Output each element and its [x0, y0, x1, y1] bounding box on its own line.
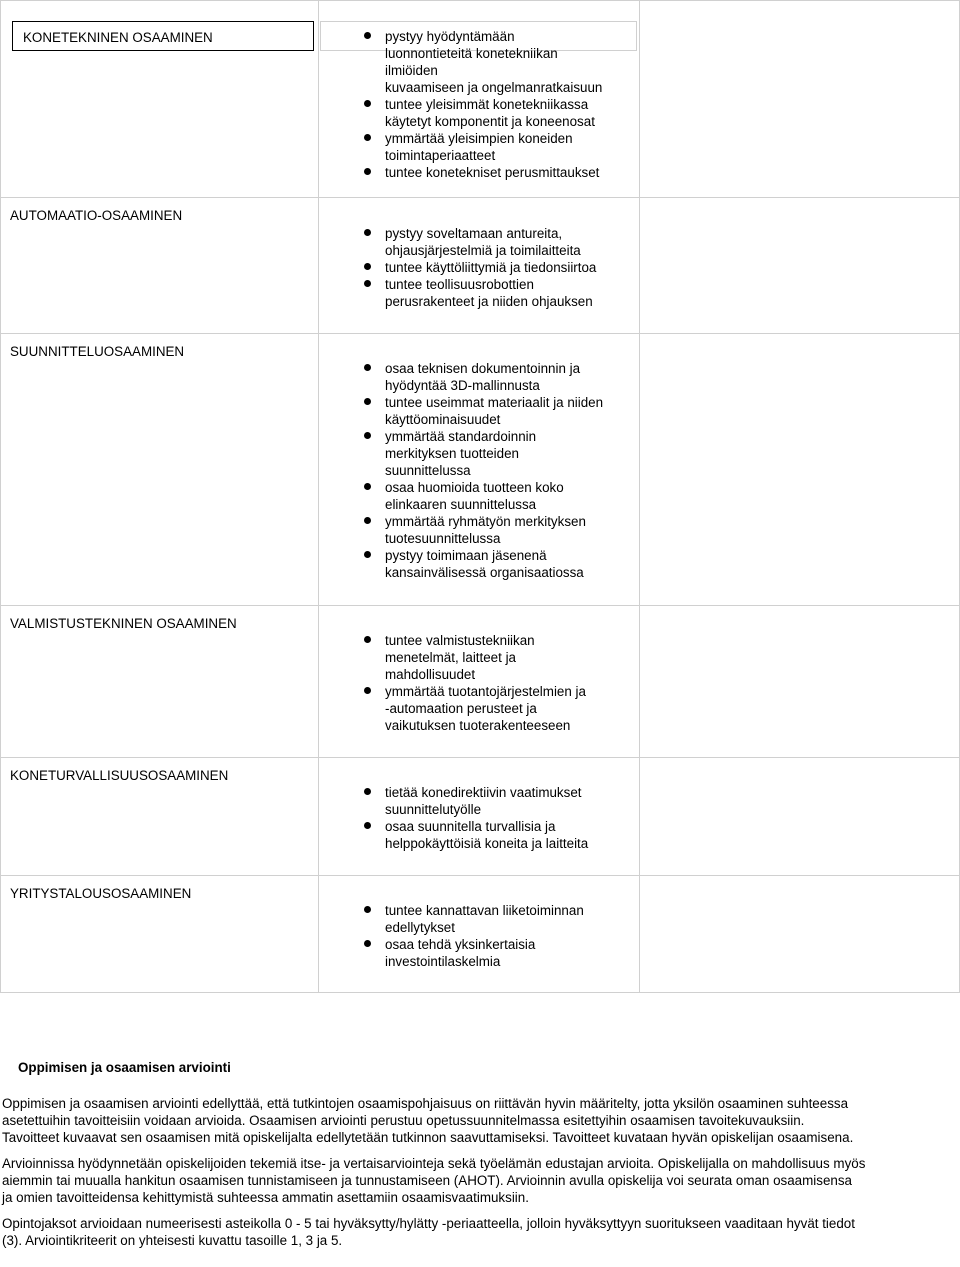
bullet-icon	[364, 168, 371, 175]
bullet-list	[319, 28, 639, 181]
description-cell	[318, 197, 639, 333]
bullet-icon	[364, 432, 371, 439]
bullet-icon	[364, 788, 371, 795]
list-item: tuntee käyttöliittymiä ja tiedonsiirtoa	[319, 259, 639, 276]
bullet-icon	[364, 687, 371, 694]
list-item: tuntee kannattavan liiketoiminnan edellytykset	[319, 902, 639, 936]
section-heading: Oppimisen ja osaamisen arviointi	[18, 1060, 231, 1075]
empty-cell	[639, 0, 960, 197]
list-item: osaa tehdä yksinkertaisia investointilaskelmia	[319, 936, 639, 970]
list-item: ymmärtää tuotantojärjestelmien ja -automaation perusteet ja vaikutuksen tuoterakenteeseen	[319, 683, 639, 734]
list-item: tuntee useimmat materiaalit ja niiden käyttöominaisuudet	[319, 394, 639, 428]
competence-row	[0, 333, 960, 605]
description-cell	[318, 0, 639, 197]
empty-cell	[639, 197, 960, 333]
bullet-icon	[364, 483, 371, 490]
competence-row	[0, 875, 960, 993]
category-label: VALMISTUSTEKNINEN OSAAMINEN	[10, 616, 237, 631]
category-label: KONETURVALLISUUSOSAAMINEN	[10, 768, 229, 783]
list-item: tuntee teollisuusrobottien perusrakenteet ja niiden ohjauksen	[319, 276, 639, 310]
list-item: pystyy toimimaan jäsenenä kansainvälisessä organisaatiossa	[319, 547, 639, 581]
competence-row	[0, 197, 960, 333]
empty-cell	[639, 605, 960, 757]
bullet-icon	[364, 364, 371, 371]
bullet-icon	[364, 551, 371, 558]
category-label: YRITYSTALOUSOSAAMINEN	[10, 886, 192, 901]
empty-cell	[639, 333, 960, 605]
category-label: KONETEKNINEN OSAAMINEN	[12, 21, 314, 51]
list-item: tuntee valmistustekniikan menetelmät, laitteet ja mahdollisuudet	[319, 632, 639, 683]
bullet-icon	[364, 263, 371, 270]
assessment-section	[2, 1059, 956, 1249]
competence-row	[0, 605, 960, 757]
list-item: tuntee konetekniset perusmittaukset	[319, 164, 639, 181]
paragraph: Opintojaksot arvioidaan numeerisesti asteikolla 0 - 5 tai hyväksytty/hylätty -periaatteella, jolloin hyväksyttyyn suoritukseen vaaditaan hyvät tiedot (3). Arviointikriteerit on yhteisesti kuvattu tasoille 1, 3 ja 5.	[2, 1216, 855, 1248]
list-item: ymmärtää yleisimpien koneiden toimintaperiaatteet	[319, 130, 639, 164]
empty-cell	[639, 875, 960, 993]
bullet-icon	[364, 100, 371, 107]
category-cell	[0, 757, 318, 875]
bullet-icon	[364, 280, 371, 287]
description-cell	[318, 757, 639, 875]
list-item: osaa huomioida tuotteen koko elinkaaren suunnittelussa	[319, 479, 639, 513]
empty-cell	[639, 757, 960, 875]
bullet-icon	[364, 822, 371, 829]
description-cell	[318, 333, 639, 605]
bullet-icon	[364, 940, 371, 947]
category-label: SUUNNITTELUOSAAMINEN	[10, 344, 185, 359]
bullet-icon	[364, 398, 371, 405]
list-item: osaa teknisen dokumentoinnin ja hyödyntää 3D-mallinnusta	[319, 360, 639, 394]
bullet-icon	[364, 229, 371, 236]
bullet-list	[319, 225, 639, 310]
bullet-list	[319, 902, 639, 970]
list-item: tietää konedirektiivin vaatimukset suunnittelutyölle	[319, 784, 639, 818]
bullet-icon	[364, 636, 371, 643]
list-item: pystyy hyödyntämään luonnontieteitä konetekniikan ilmiöiden kuvaamiseen ja ongelmanratkaisuun	[319, 28, 639, 96]
category-label: AUTOMAATIO-OSAAMINEN	[10, 208, 183, 223]
list-item: pystyy soveltamaan antureita, ohjausjärjestelmiä ja toimilaitteita	[319, 225, 639, 259]
list-item: osaa suunnitella turvallisia ja helppokäyttöisiä koneita ja laitteita	[319, 818, 639, 852]
list-item: ymmärtää standardoinnin merkityksen tuotteiden suunnittelussa	[319, 428, 639, 479]
category-cell	[0, 875, 318, 993]
bullet-icon	[364, 517, 371, 524]
bullet-list	[319, 360, 639, 581]
category-cell	[0, 605, 318, 757]
bullet-icon	[364, 134, 371, 141]
category-cell	[0, 197, 318, 333]
competence-row	[0, 0, 960, 197]
list-item: ymmärtää ryhmätyön merkityksen tuotesuunnittelussa	[319, 513, 639, 547]
paragraph: Arvioinnissa hyödynnetään opiskelijoiden tekemiä itse- ja vertaisarviointeja sekä työelämän edustajan arvioita. Opiskelijalla on mahdollisuus myös aiemmin tai muualla hankitun osaamisen tunnistamiseen ja tunnustamiseen (AHOT). Arvioinnin avulla opiskelija voi seurata oman osaamisensa ja omien tavoitteidensa kehittymistä suhteessa ammatin asettamiin osaamisvaatimuksiin.	[2, 1156, 866, 1205]
competence-row	[0, 757, 960, 875]
category-cell	[0, 333, 318, 605]
bullet-list	[319, 784, 639, 852]
category-cell	[0, 0, 318, 197]
description-cell	[318, 605, 639, 757]
bullet-icon	[364, 32, 371, 39]
list-item: tuntee yleisimmät konetekniikassa käytetyt komponentit ja koneenosat	[319, 96, 639, 130]
description-cell	[318, 875, 639, 993]
paragraph: Oppimisen ja osaamisen arviointi edellyttää, että tutkintojen osaamispohjaisuus on riittävän hyvin määritelty, jotta yksilön osaaminen suhteessa asetettuihin tavoitteisiin voidaan arvioida. Osaamisen arviointi perustuu opetussuunnitelmassa esitettyihin osaamisen tavoitekuvauksiin. Tavoitteet kuvaavat sen osaamisen mitä opiskelijalta edellytetään tutkinnon saavuttamiseksi. Tavoitteet kuvataan hyvän opiskelijan osaamisena.	[2, 1096, 854, 1145]
bullet-icon	[364, 906, 371, 913]
bullet-list	[319, 632, 639, 734]
